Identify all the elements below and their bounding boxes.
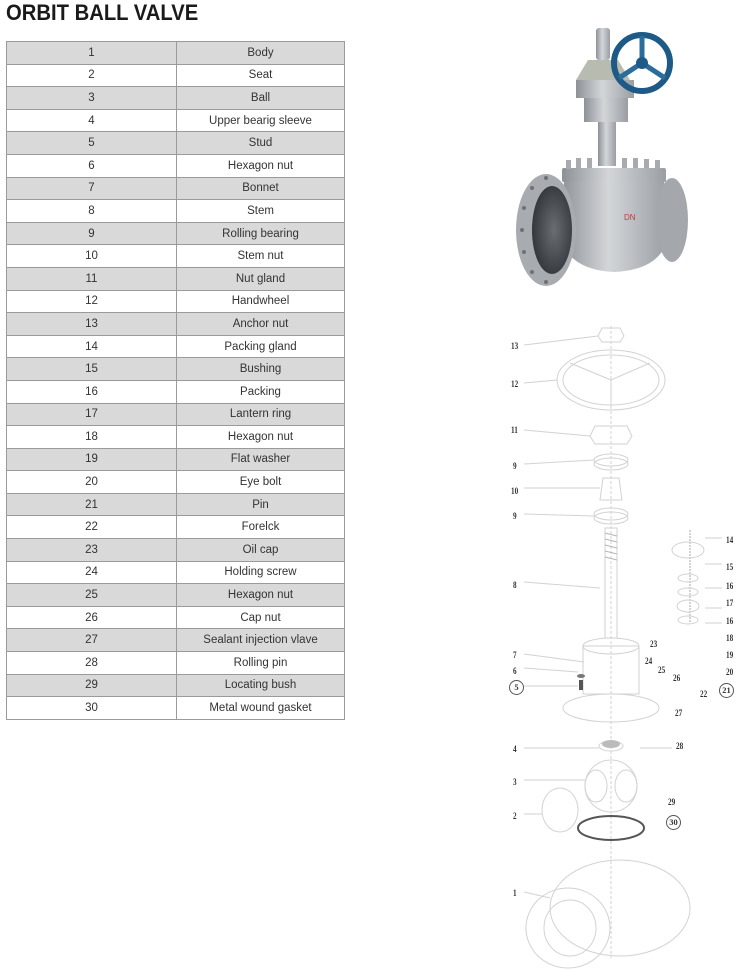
callout-label: 28 bbox=[676, 741, 684, 751]
part-number: 13 bbox=[7, 313, 177, 336]
part-name: Body bbox=[177, 42, 345, 65]
table-row bbox=[7, 64, 345, 87]
part-number: 20 bbox=[7, 471, 177, 494]
callout-label: 30 bbox=[666, 815, 681, 830]
part-number: 24 bbox=[7, 561, 177, 584]
part-number: 8 bbox=[7, 200, 177, 223]
table-row bbox=[7, 584, 345, 607]
part-number: 22 bbox=[7, 516, 177, 539]
table-row bbox=[7, 358, 345, 381]
part-name: Metal wound gasket bbox=[177, 697, 345, 720]
table-row bbox=[7, 652, 345, 675]
part-number: 18 bbox=[7, 426, 177, 449]
part-name: Locating bush bbox=[177, 674, 345, 697]
part-name: Stem bbox=[177, 200, 345, 223]
part-number: 4 bbox=[7, 109, 177, 132]
table-row bbox=[7, 222, 345, 245]
callout-label: 7 bbox=[513, 650, 517, 660]
table-row bbox=[7, 426, 345, 449]
part-number: 10 bbox=[7, 245, 177, 268]
table-row bbox=[7, 335, 345, 358]
part-number: 9 bbox=[7, 222, 177, 245]
callout-label: 14 bbox=[726, 535, 734, 545]
exploded-diagram bbox=[500, 318, 750, 970]
part-number: 11 bbox=[7, 267, 177, 290]
callout-label: 4 bbox=[513, 744, 517, 754]
callout-label: 18 bbox=[726, 633, 734, 643]
callout-label: 20 bbox=[726, 667, 734, 677]
part-name: Packing gland bbox=[177, 335, 345, 358]
table-row bbox=[7, 290, 345, 313]
table-row bbox=[7, 606, 345, 629]
part-name: Flat washer bbox=[177, 448, 345, 471]
callout-label: 27 bbox=[675, 708, 683, 718]
part-number: 23 bbox=[7, 539, 177, 562]
part-number: 12 bbox=[7, 290, 177, 313]
callout-label: 13 bbox=[511, 341, 519, 351]
part-number: 27 bbox=[7, 629, 177, 652]
part-number: 3 bbox=[7, 87, 177, 110]
part-name: Forelck bbox=[177, 516, 345, 539]
part-number: 15 bbox=[7, 358, 177, 381]
part-name: Holding screw bbox=[177, 561, 345, 584]
table-row bbox=[7, 154, 345, 177]
part-number: 14 bbox=[7, 335, 177, 358]
table-row bbox=[7, 493, 345, 516]
table-row bbox=[7, 448, 345, 471]
table-row bbox=[7, 380, 345, 403]
callout-label: 29 bbox=[668, 797, 676, 807]
callout-label: 15 bbox=[726, 562, 734, 572]
callout-label: 25 bbox=[658, 665, 666, 675]
callout-label: 21 bbox=[719, 683, 734, 698]
callout-label: 8 bbox=[513, 580, 517, 590]
callout-label: 3 bbox=[513, 777, 517, 787]
callout-label: 9 bbox=[513, 511, 517, 521]
part-number: 5 bbox=[7, 132, 177, 155]
handwheel-icon bbox=[614, 35, 670, 91]
part-number: 6 bbox=[7, 154, 177, 177]
callout-label: 9 bbox=[513, 461, 517, 471]
part-name: Eye bolt bbox=[177, 471, 345, 494]
callout-label: 2 bbox=[513, 811, 517, 821]
table-row bbox=[7, 42, 345, 65]
part-name: Handwheel bbox=[177, 290, 345, 313]
part-name: Upper bearig sleeve bbox=[177, 109, 345, 132]
page-title: ORBIT BALL VALVE bbox=[6, 0, 199, 25]
callout-label: 1 bbox=[513, 888, 517, 898]
table-row bbox=[7, 561, 345, 584]
part-name: Seat bbox=[177, 64, 345, 87]
part-number: 17 bbox=[7, 403, 177, 426]
svg-text:DN: DN bbox=[624, 213, 636, 222]
callout-label: 16 bbox=[726, 581, 734, 591]
callout-label: 17 bbox=[726, 598, 734, 608]
part-name: Bushing bbox=[177, 358, 345, 381]
part-name: Sealant injection vlave bbox=[177, 629, 345, 652]
callout-label: 26 bbox=[673, 673, 681, 683]
valve-photo bbox=[510, 8, 700, 298]
callout-label: 19 bbox=[726, 650, 734, 660]
part-number: 25 bbox=[7, 584, 177, 607]
part-name: Bonnet bbox=[177, 177, 345, 200]
table-row bbox=[7, 697, 345, 720]
part-name: Hexagon nut bbox=[177, 584, 345, 607]
part-number: 7 bbox=[7, 177, 177, 200]
part-name: Stud bbox=[177, 132, 345, 155]
callout-label: 23 bbox=[650, 639, 658, 649]
part-name: Rolling bearing bbox=[177, 222, 345, 245]
callout-label: 11 bbox=[511, 425, 518, 435]
callout-label: 24 bbox=[645, 656, 653, 666]
table-row bbox=[7, 313, 345, 336]
table-row bbox=[7, 471, 345, 494]
table-row bbox=[7, 132, 345, 155]
table-row bbox=[7, 87, 345, 110]
callout-label: 16 bbox=[726, 616, 734, 626]
part-number: 19 bbox=[7, 448, 177, 471]
part-number: 28 bbox=[7, 652, 177, 675]
table-row bbox=[7, 629, 345, 652]
part-name: Rolling pin bbox=[177, 652, 345, 675]
part-number: 21 bbox=[7, 493, 177, 516]
table-row bbox=[7, 200, 345, 223]
table-row bbox=[7, 177, 345, 200]
callout-label: 22 bbox=[700, 689, 708, 699]
part-name: Hexagon nut bbox=[177, 154, 345, 177]
table-row bbox=[7, 516, 345, 539]
table-row bbox=[7, 674, 345, 697]
part-number: 26 bbox=[7, 606, 177, 629]
callout-label: 12 bbox=[511, 379, 519, 389]
table-row bbox=[7, 109, 345, 132]
part-name: Ball bbox=[177, 87, 345, 110]
part-number: 1 bbox=[7, 42, 177, 65]
part-name: Lantern ring bbox=[177, 403, 345, 426]
callout-label: 10 bbox=[511, 486, 519, 496]
part-name: Anchor nut bbox=[177, 313, 345, 336]
part-number: 16 bbox=[7, 380, 177, 403]
table-row bbox=[7, 403, 345, 426]
parts-table-body bbox=[7, 42, 345, 720]
table-row bbox=[7, 539, 345, 562]
callout-label: 5 bbox=[509, 680, 524, 695]
part-name: Stem nut bbox=[177, 245, 345, 268]
callout-label: 6 bbox=[513, 666, 517, 676]
part-name: Hexagon nut bbox=[177, 426, 345, 449]
table-row bbox=[7, 245, 345, 268]
part-name: Oil cap bbox=[177, 539, 345, 562]
part-name: Nut gland bbox=[177, 267, 345, 290]
part-number: 30 bbox=[7, 697, 177, 720]
part-number: 29 bbox=[7, 674, 177, 697]
part-name: Pin bbox=[177, 493, 345, 516]
part-number: 2 bbox=[7, 64, 177, 87]
part-name: Packing bbox=[177, 380, 345, 403]
table-row bbox=[7, 267, 345, 290]
parts-table bbox=[6, 41, 345, 720]
part-name: Cap nut bbox=[177, 606, 345, 629]
